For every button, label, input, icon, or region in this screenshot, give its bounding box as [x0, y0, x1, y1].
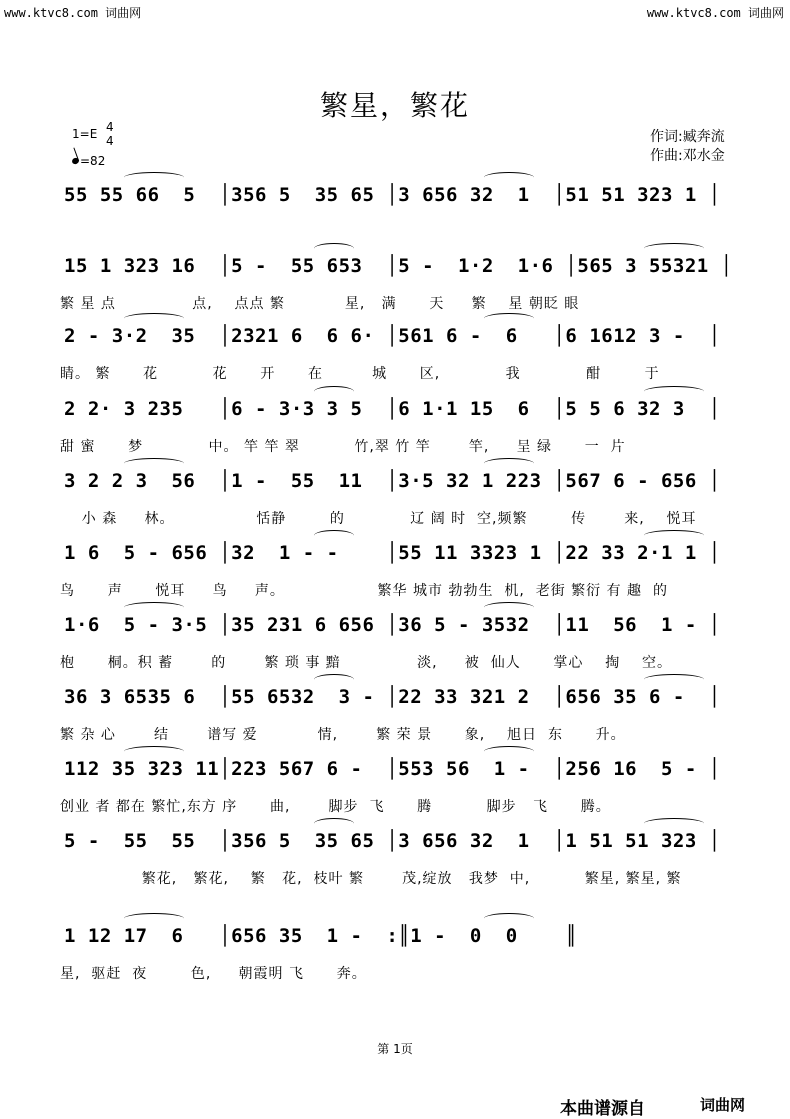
notation-row: [64, 325, 764, 355]
quarter-note-icon: [71, 157, 80, 165]
notation-text: 2 2· 3 235 │6 - 3·3 3 5 │6 1·1 15 6 │5 5 6 32 3 │: [64, 398, 721, 420]
time-bottom: 4: [106, 134, 114, 148]
lyric-line: 创业 者 都在 繁忙,东方 序 曲, 脚步 飞 腾 脚步 飞 腾。: [60, 799, 611, 815]
song-title: 繁星，繁花: [319, 89, 470, 122]
slur-arc: [314, 674, 354, 685]
slur-arc: [314, 818, 354, 829]
notation-text: 1·6 5 - 3·5 │35 231 6 656 │36 5 - 3532 │11 56 1 - │: [64, 614, 721, 636]
slur-arc: [644, 818, 704, 829]
lyric-line: 小 森 林。 恬静 的 辽 阔 时 空,频繁 传 来, 悦耳: [60, 511, 697, 527]
slur-arc: [484, 172, 534, 183]
slur-arc: [484, 746, 534, 757]
slur-arc: [124, 602, 184, 613]
slur-arc: [644, 243, 704, 254]
slur-arc: [124, 746, 184, 757]
notation-text: 55 55 66 5 │356 5 35 65 │3 656 32 1 │51 51 323 1 │: [64, 184, 721, 206]
lyric-line: 繁花, 繁花, 繁 花, 枝叶 繁 茂,绽放 我梦 中, 繁星, 繁星, 繁: [60, 871, 682, 887]
notation-row: [64, 925, 764, 955]
tempo-value: =82: [80, 154, 106, 168]
slur-arc: [644, 674, 704, 685]
notation-text: 3 2 2 3 56 │1 - 55 11 │3·5 32 1 223 │567 6 - 656 │: [64, 470, 721, 492]
lyric-line: 鸟 声 悦耳 鸟 声。 繁华 城市 勃勃生 机, 老街 繁衍 有 趣 的: [60, 583, 668, 599]
notation-text: 5 - 55 55 │356 5 35 65 │3 656 32 1 │1 51 51 323 │: [64, 830, 721, 852]
source-site: 词曲网: [700, 1096, 746, 1114]
notation-text: 36 3 6535 6 │55 6532 3 - │22 33 321 2 │656 35 6 - │: [64, 686, 721, 708]
watermark-left: www.ktvc8.com 词曲网: [4, 6, 142, 20]
notation-text: 112 35 323 11│223 567 6 - │553 56 1 - │256 16 5 - │: [64, 758, 721, 780]
slur-arc: [484, 913, 534, 924]
notation-row: [64, 184, 764, 214]
notation-text: 1 12 17 6 │656 35 1 - :║1 - 0 0 ║: [64, 925, 578, 947]
watermark-right: www.ktvc8.com 词曲网: [646, 6, 784, 20]
slur-arc: [484, 602, 534, 613]
notation-row: [64, 614, 764, 644]
slur-arc: [124, 458, 184, 469]
notation-row: [64, 255, 764, 285]
notation-row: [64, 686, 764, 716]
tempo-marking: [72, 154, 105, 168]
slur-arc: [124, 172, 184, 183]
lyric-line: 星, 驱赶 夜 色, 朝霞明 飞 奔。: [60, 966, 367, 982]
slur-arc: [314, 386, 354, 397]
notation-row: [64, 542, 764, 572]
slur-arc: [124, 913, 184, 924]
notation-row: [64, 398, 764, 428]
credits: [650, 128, 725, 166]
source-label: 本曲谱源自: [560, 1099, 645, 1119]
notation-text: 15 1 323 16 │5 - 55 653 │5 - 1·2 1·6 │565 3 55321 │: [64, 255, 733, 277]
notation-row: [64, 830, 764, 860]
time-top: 4: [106, 120, 114, 134]
slur-arc: [644, 530, 704, 541]
lyric-line: 繁 星 点 点, 点点 繁 星, 满 天 繁 星 朝眨 眼: [60, 296, 580, 312]
slur-arc: [484, 313, 534, 324]
key-label: 1=E: [72, 127, 98, 141]
lyric-line: 睛。 繁 花 花 开 在 城 区, 我 酣 于: [60, 366, 660, 382]
slur-arc: [314, 243, 354, 254]
key-signature: [72, 120, 114, 148]
slur-arc: [644, 386, 704, 397]
lyricist: 作词:臧奔流: [650, 129, 725, 145]
time-signature: [106, 120, 114, 148]
page-number: 第 1页: [377, 1042, 413, 1056]
composer: 作曲:邓水金: [650, 148, 725, 164]
notation-row: [64, 758, 764, 788]
notation-text: 1 6 5 - 656 │32 1 - - │55 11 3323 1 │22 33 2·1 1 │: [64, 542, 721, 564]
slur-arc: [124, 313, 184, 324]
lyric-line: 甜 蜜 梦 中。 竿 竿 翠 竹,翠 竹 竿 竿, 呈 绿 一 片: [60, 439, 626, 455]
notation-text: 2 - 3·2 35 │2321 6 6 6· │561 6 - 6 │6 1612 3 - │: [64, 325, 721, 347]
lyric-line: 枹 桐。积 蓄 的 繁 琐 事 黯 淡, 被 仙人 掌心 掏 空。: [60, 655, 673, 671]
notation-row: [64, 470, 764, 500]
lyric-line: 繁 杂 心 结 谱写 爱 情, 繁 荣 景 象, 旭日 东 升。: [60, 727, 626, 743]
slur-arc: [484, 458, 534, 469]
slur-arc: [314, 530, 354, 541]
